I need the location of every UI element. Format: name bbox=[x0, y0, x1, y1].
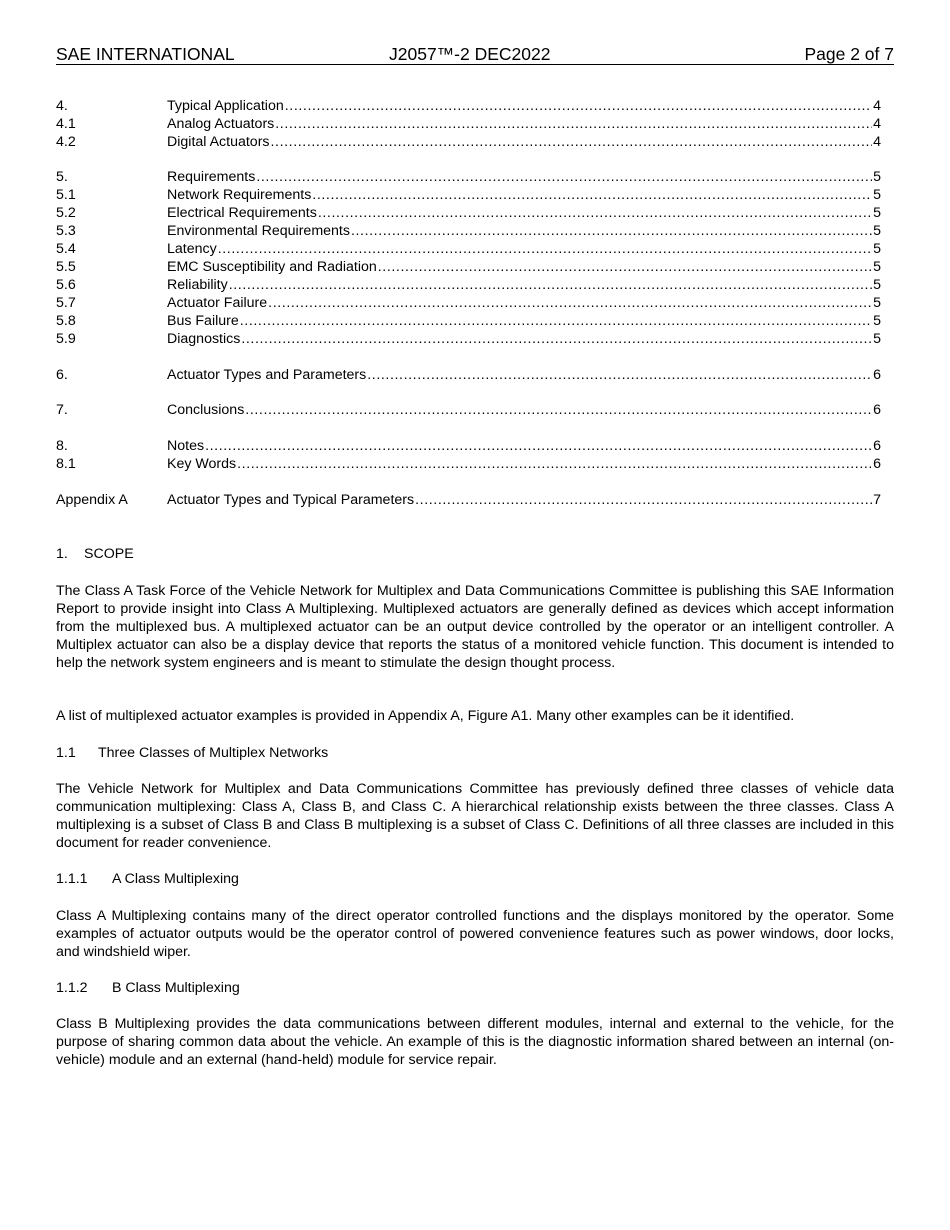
toc-leader bbox=[415, 491, 872, 509]
toc-number: 4. bbox=[56, 98, 68, 114]
toc-page: 5 bbox=[873, 187, 881, 203]
toc-leader bbox=[318, 204, 872, 222]
toc-entry[interactable] bbox=[56, 115, 881, 133]
toc-page: 4 bbox=[873, 116, 881, 132]
toc-leader bbox=[229, 276, 872, 294]
toc-number: 5.2 bbox=[56, 205, 76, 221]
toc-number: 5.3 bbox=[56, 223, 76, 239]
toc-leader bbox=[367, 366, 872, 384]
toc-title: Requirements bbox=[167, 169, 256, 185]
toc-page: 4 bbox=[873, 134, 881, 150]
toc-number: 5.5 bbox=[56, 259, 76, 275]
toc-leader bbox=[237, 455, 872, 473]
toc-entry[interactable] bbox=[56, 222, 881, 240]
toc-entry[interactable] bbox=[56, 330, 881, 348]
section-number: 1. bbox=[56, 546, 68, 562]
toc-number: 5.7 bbox=[56, 295, 76, 311]
toc-entry[interactable] bbox=[56, 294, 881, 312]
toc-number: 5.6 bbox=[56, 277, 76, 293]
paragraph-text: The Class A Task Force of the Vehicle Network for Multiplex and Data Communications Committee is publishing this SAE Information Report to provide insight into Class A Multiplexing. Multiplexed actuators are generally defined as devices which accept information from the multiplexed bus. A multiplexed actuator can be an output device controlled by the operator or an intelligent controller. A Multiplex actuator can also be a display device that reports the status of a monitored vehicle function. This document is intended to help the network system engineers and is meant to stimulate the design thought process. bbox=[56, 583, 894, 671]
toc-title: Actuator Failure bbox=[167, 295, 268, 311]
section-heading-scope bbox=[56, 545, 134, 563]
toc-page: 5 bbox=[873, 241, 881, 257]
toc-number: 5.1 bbox=[56, 187, 76, 203]
publisher-name: SAE INTERNATIONAL bbox=[56, 44, 235, 64]
toc-entry[interactable] bbox=[56, 491, 881, 509]
toc-number: 8.1 bbox=[56, 456, 76, 472]
section-title: Three Classes of Multiplex Networks bbox=[98, 745, 329, 761]
toc-page: 6 bbox=[873, 438, 881, 454]
toc-entry[interactable] bbox=[56, 258, 881, 276]
toc-entry[interactable] bbox=[56, 240, 881, 258]
toc-leader bbox=[241, 330, 872, 348]
section-title: SCOPE bbox=[84, 546, 134, 562]
toc-leader bbox=[256, 168, 872, 186]
toc-leader bbox=[205, 437, 872, 455]
toc-title: Diagnostics bbox=[167, 331, 241, 347]
scope-paragraph bbox=[56, 582, 894, 672]
toc-number: 5.9 bbox=[56, 331, 76, 347]
paragraph-text: The Vehicle Network for Multiplex and Data Communications Committee has previously defined three classes of vehicle data communication multiplexing: Class A, Class B, and Class C. A hierarchical relationship exists between the three classes. Class A multiplexing is a subset of Class B and Class B multiplexing is a subset of Class C. Definitions of all three classes are included in this document for reader convenience. bbox=[56, 781, 894, 851]
toc-entry[interactable] bbox=[56, 204, 881, 222]
paragraph-text: A list of multiplexed actuator examples is provided in Appendix A, Figure A1. Many other examples can be it identified. bbox=[56, 708, 795, 724]
toc-page: 4 bbox=[873, 98, 881, 114]
document-id: J2057™-2 DEC2022 bbox=[389, 44, 551, 64]
toc-page: 5 bbox=[873, 259, 881, 275]
toc-number: 5. bbox=[56, 169, 68, 185]
toc-page: 6 bbox=[873, 402, 881, 418]
toc-page: 5 bbox=[873, 223, 881, 239]
page-header bbox=[56, 44, 894, 65]
toc-number: 5.8 bbox=[56, 313, 76, 329]
toc-entry[interactable] bbox=[56, 455, 881, 473]
toc-title: EMC Susceptibility and Radiation bbox=[167, 259, 377, 275]
toc-leader bbox=[351, 222, 872, 240]
scope-appendix-paragraph bbox=[56, 707, 894, 725]
toc-entry[interactable] bbox=[56, 276, 881, 294]
toc-number: 7. bbox=[56, 402, 68, 418]
toc-title: Bus Failure bbox=[167, 313, 239, 329]
toc-number: Appendix A bbox=[56, 492, 128, 508]
toc-entry[interactable] bbox=[56, 366, 881, 384]
toc-page: 5 bbox=[873, 205, 881, 221]
toc-number: 5.4 bbox=[56, 241, 76, 257]
section-title: B Class Multiplexing bbox=[112, 980, 240, 996]
toc-title: Digital Actuators bbox=[167, 134, 270, 150]
toc-title: Environmental Requirements bbox=[167, 223, 350, 239]
toc-leader bbox=[271, 133, 873, 151]
toc-entry[interactable] bbox=[56, 437, 881, 455]
toc-page: 5 bbox=[873, 277, 881, 293]
toc-number: 4.2 bbox=[56, 134, 76, 150]
section-1-1-2-paragraph bbox=[56, 1015, 894, 1069]
toc-title: Actuator Types and Parameters bbox=[167, 367, 367, 383]
page-number: Page 2 of 7 bbox=[804, 44, 894, 64]
toc-entry[interactable] bbox=[56, 401, 881, 419]
toc-number: 6. bbox=[56, 367, 68, 383]
toc-entry[interactable] bbox=[56, 97, 881, 115]
section-1-1-paragraph bbox=[56, 780, 894, 852]
toc-leader bbox=[245, 401, 872, 419]
toc-number: 4.1 bbox=[56, 116, 76, 132]
toc-leader bbox=[378, 258, 872, 276]
section-heading-1-1-1 bbox=[56, 870, 239, 888]
paragraph-text: Class A Multiplexing contains many of the direct operator controlled functions and the displays monitored by the operator. Some examples of actuator outputs would be the operator control of powered convenience features such as power windows, door locks, and windshield wiper. bbox=[56, 908, 894, 960]
toc-page: 6 bbox=[873, 367, 881, 383]
toc-leader bbox=[275, 115, 872, 133]
toc-entry[interactable] bbox=[56, 186, 881, 204]
toc-leader bbox=[285, 97, 872, 115]
toc-title: Reliability bbox=[167, 277, 228, 293]
toc-title: Conclusions bbox=[167, 402, 245, 418]
section-heading-1-1 bbox=[56, 744, 328, 762]
toc-page: 5 bbox=[873, 169, 881, 185]
toc-page: 5 bbox=[873, 313, 881, 329]
section-title: A Class Multiplexing bbox=[112, 871, 239, 887]
section-heading-1-1-2 bbox=[56, 979, 240, 997]
toc-leader bbox=[312, 186, 872, 204]
section-1-1-1-paragraph bbox=[56, 907, 894, 961]
paragraph-text: Class B Multiplexing provides the data communications between different modules, internal and external to the vehicle, for the purpose of sharing common data about the vehicle. An example of this is the diagnostic information shared between an internal (on-vehicle) module and an external (hand-held) module for service repair. bbox=[56, 1016, 894, 1068]
toc-leader bbox=[218, 240, 872, 258]
toc-leader bbox=[268, 294, 872, 312]
toc-page: 6 bbox=[873, 456, 881, 472]
toc-title: Latency bbox=[167, 241, 217, 257]
toc-number: 8. bbox=[56, 438, 68, 454]
toc-title: Key Words bbox=[167, 456, 237, 472]
toc-page: 5 bbox=[873, 295, 881, 311]
toc-page: 5 bbox=[873, 331, 881, 347]
toc-entry[interactable] bbox=[56, 312, 881, 330]
section-number: 1.1 bbox=[56, 745, 76, 761]
toc-page: 7 bbox=[873, 492, 881, 508]
toc-title: Electrical Requirements bbox=[167, 205, 317, 221]
section-number: 1.1.2 bbox=[56, 980, 88, 996]
toc-title: Analog Actuators bbox=[167, 116, 275, 132]
toc-entry[interactable] bbox=[56, 168, 881, 186]
toc-entry[interactable] bbox=[56, 133, 881, 151]
toc-title: Notes bbox=[167, 438, 205, 454]
toc-leader bbox=[240, 312, 872, 330]
toc-title: Network Requirements bbox=[167, 187, 312, 203]
section-number: 1.1.1 bbox=[56, 871, 88, 887]
toc-title: Typical Application bbox=[167, 98, 284, 114]
toc-title: Actuator Types and Typical Parameters bbox=[167, 492, 415, 508]
